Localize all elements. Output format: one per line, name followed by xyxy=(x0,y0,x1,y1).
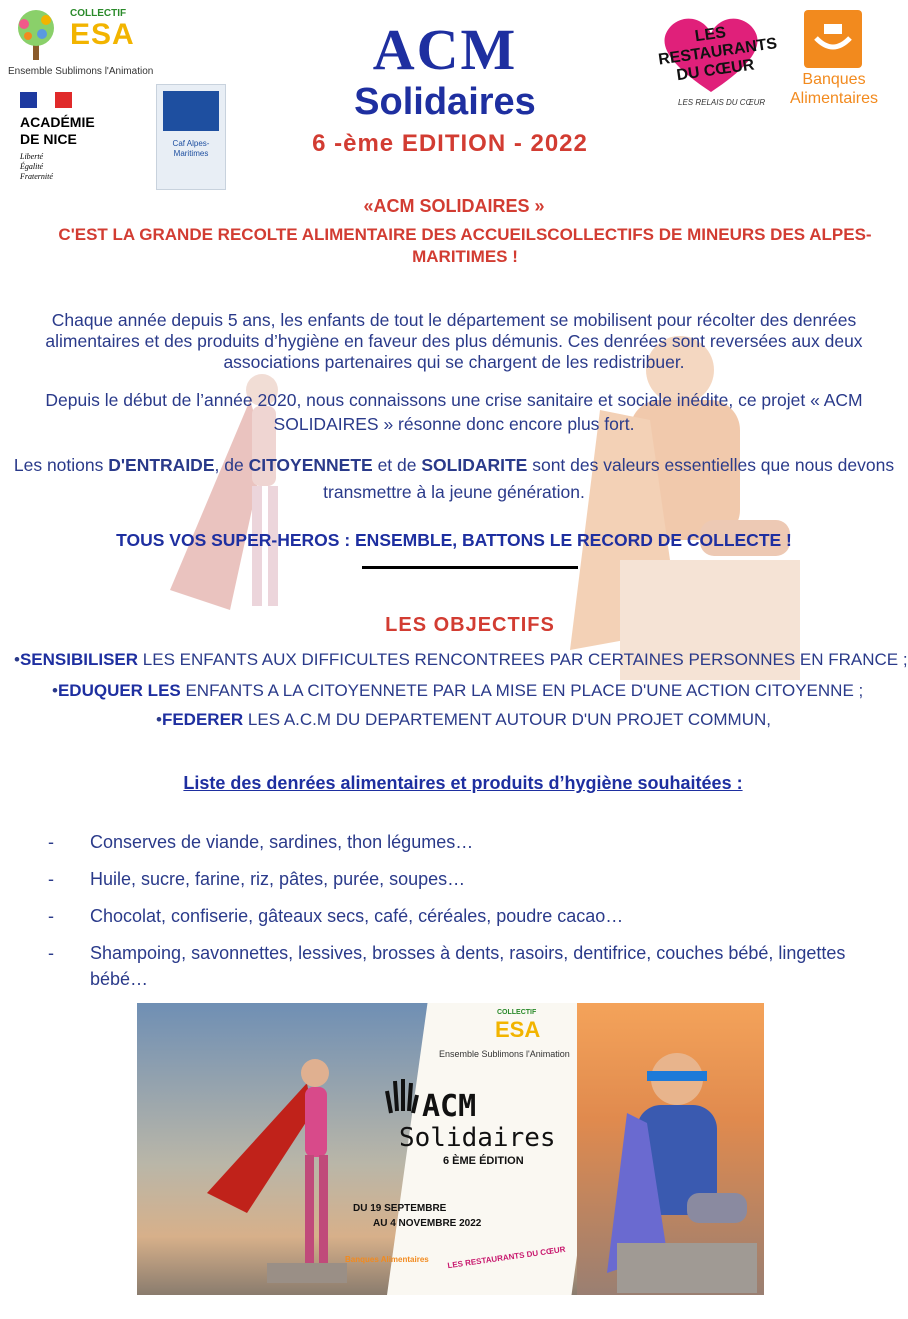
academie-nice-logo xyxy=(12,92,132,192)
p3-text-e: et de xyxy=(372,455,422,475)
poster-edition: 6 ÈME ÉDITION xyxy=(443,1155,524,1167)
esa-logo xyxy=(8,6,158,84)
objectives-title: LES OBJECTIFS xyxy=(385,614,555,636)
handprint-icon xyxy=(383,1075,419,1115)
objective-item: •EDUQUER LES ENFANTS A LA CITOYENNETE PAR LA MISE EN PLACE D'UNE ACTION CITOYENNE ; xyxy=(52,681,864,700)
poster-dates xyxy=(353,1201,573,1231)
list-item-text: Shampoing, savonnettes, lessives, brosses à dents, rasoirs, dentifrice, couches bébé, lingettes bébé… xyxy=(90,943,846,989)
restos-du-coeur-logo xyxy=(648,6,778,111)
objective-item: •FEDERER LES A.C.M DU DEPARTEMENT AUTOUR D'UN PROJET COMMUN, xyxy=(156,710,771,729)
banques-name xyxy=(770,70,898,108)
esa-name: ESA xyxy=(70,18,135,51)
banques-emblem-icon xyxy=(804,10,862,68)
campaign-poster xyxy=(137,1003,764,1295)
poster-subtitle: Solidaires xyxy=(399,1123,556,1153)
objective-text: LES A.C.M DU DEPARTEMENT AUTOUR D'UN PROJET COMMUN, xyxy=(243,710,771,729)
objective-text: LES ENFANTS AUX DIFFICULTES RENCONTREES PAR CERTAINES PERSONNES EN FRANCE ; xyxy=(138,650,908,669)
list-item: - Chocolat, confiserie, gâteaux secs, café, céréales, poudre cacao… xyxy=(48,903,848,929)
objective-keyword: EDUQUER LES xyxy=(57,681,181,700)
objective-item: •SENSIBILISER LES ENFANTS AUX DIFFICULTES RENCONTREES PAR CERTAINES PERSONNES EN FRANCE ; xyxy=(14,650,908,669)
motto-egalite: Égalité xyxy=(20,162,44,171)
banques-alimentaires-logo xyxy=(770,8,898,112)
list-item-text: Conserves de viande, sardines, thon légumes… xyxy=(90,832,474,852)
p3-solidarite: SOLIDARITE xyxy=(421,455,528,475)
paragraph-1: Chaque année depuis 5 ans, les enfants de tout le département se mobilisent pour récolter des denrées alimentaires et des produits d’hygiène en faveur des plus démunis. Ces denrées sont reversées aux deux associations partenaires qui se chargent de les redistribuer. xyxy=(45,310,863,372)
p3-citoyennete: CITOYENNETE xyxy=(248,455,373,475)
intro-title: «ACM SOLIDAIRES » xyxy=(363,196,545,216)
edition-label: 6 -ème EDITION - 2022 xyxy=(312,130,588,157)
poster-collectif: COLLECTIF xyxy=(497,1009,537,1016)
republic-motto xyxy=(20,152,53,182)
poster-restos-logo: LES RESTAURANTS DU CŒUR xyxy=(446,1244,567,1271)
motto-liberte: Liberté xyxy=(20,152,44,161)
poster-date-end: AU 4 NOVEMBRE 2022 xyxy=(373,1218,482,1229)
motto-fraternite: Fraternité xyxy=(20,172,53,181)
poster-esa-tagline: Ensemble Sublimons l'Animation xyxy=(439,1049,570,1059)
p3-text-c: , de xyxy=(214,455,249,475)
list-item-text: Huile, sucre, farine, riz, pâtes, purée, soupes… xyxy=(90,869,466,889)
academie-name xyxy=(20,114,95,148)
banques-line2: Alimentaires xyxy=(789,90,879,107)
objective-text: ENFANTS A LA CITOYENNETE PAR LA MISE EN PLACE D'UNE ACTION CITOYENNE ; xyxy=(180,681,864,700)
divider xyxy=(362,566,578,569)
tree-icon xyxy=(8,8,64,64)
list-title: Liste des denrées alimentaires et produits d’hygiène souhaitées : xyxy=(183,773,743,793)
p3-text-a: Les notions xyxy=(13,455,109,475)
intro-subtitle: C'EST LA GRANDE RECOLTE ALIMENTAIRE DES ACCUEILSCOLLECTIFS DE MINEURS DES ALPES-MARITIMES ! xyxy=(58,225,872,266)
list-item: - Shampoing, savonnettes, lessives, brosses à dents, rasoirs, dentifrice, couches bébé, lingettes bébé… xyxy=(48,940,848,992)
poster-title: ACM xyxy=(422,1089,477,1124)
poster-date-start: DU 19 SEPTEMBRE xyxy=(353,1203,447,1214)
slogan: TOUS VOS SUPER-HEROS : ENSEMBLE, BATTONS LE RECORD DE COLLECTE ! xyxy=(116,530,792,550)
caf-emblem-icon xyxy=(163,91,219,131)
caf-text: Caf Alpes-Maritimes xyxy=(172,139,210,158)
restos-tagline: LES RELAIS DU CŒUR xyxy=(678,98,766,107)
restos-name: LES RESTAURANTS DU CŒUR xyxy=(657,24,779,85)
esa-collectif-label: COLLECTIF xyxy=(70,8,127,19)
banques-line1: Banques xyxy=(802,71,866,88)
esa-tagline: Ensemble Sublimons l'Animation xyxy=(8,66,154,77)
list-item: - Huile, sucre, farine, riz, pâtes, purée, soupes… xyxy=(48,866,848,892)
caf-logo xyxy=(156,84,226,190)
french-flag-icon xyxy=(20,92,72,108)
p3-text-g: sont des valeurs essentielles que nous devons transmettre à la jeune génération. xyxy=(323,455,895,502)
objective-keyword: FEDERER xyxy=(161,710,244,729)
p3-entraide: D'ENTRAIDE xyxy=(108,455,215,475)
academie-name-line2: DE NICE xyxy=(20,131,77,147)
page-subtitle: Solidaires xyxy=(354,81,536,123)
objective-keyword: SENSIBILISER xyxy=(19,650,139,669)
boy-superhero-illustration xyxy=(607,1043,757,1293)
poster-esa: ESA xyxy=(495,1017,541,1042)
list-item: - Conserves de viande, sardines, thon légumes… xyxy=(48,829,848,855)
academie-name-line1: ACADÉMIE xyxy=(20,114,95,130)
paragraph-2: Depuis le début de l’année 2020, nous connaissons une crise sanitaire et sociale inédite, ce projet « ACM SOLIDAIRES » résonne donc encore plus fort. xyxy=(45,390,863,434)
girl-superhero-illustration xyxy=(207,1043,347,1283)
page-title: ACM xyxy=(372,17,518,82)
paragraph-3 xyxy=(10,452,898,506)
poster-banques-logo: Banques Alimentaires xyxy=(345,1255,429,1264)
list-item-text: Chocolat, confiserie, gâteaux secs, café, céréales, poudre cacao… xyxy=(90,906,624,926)
